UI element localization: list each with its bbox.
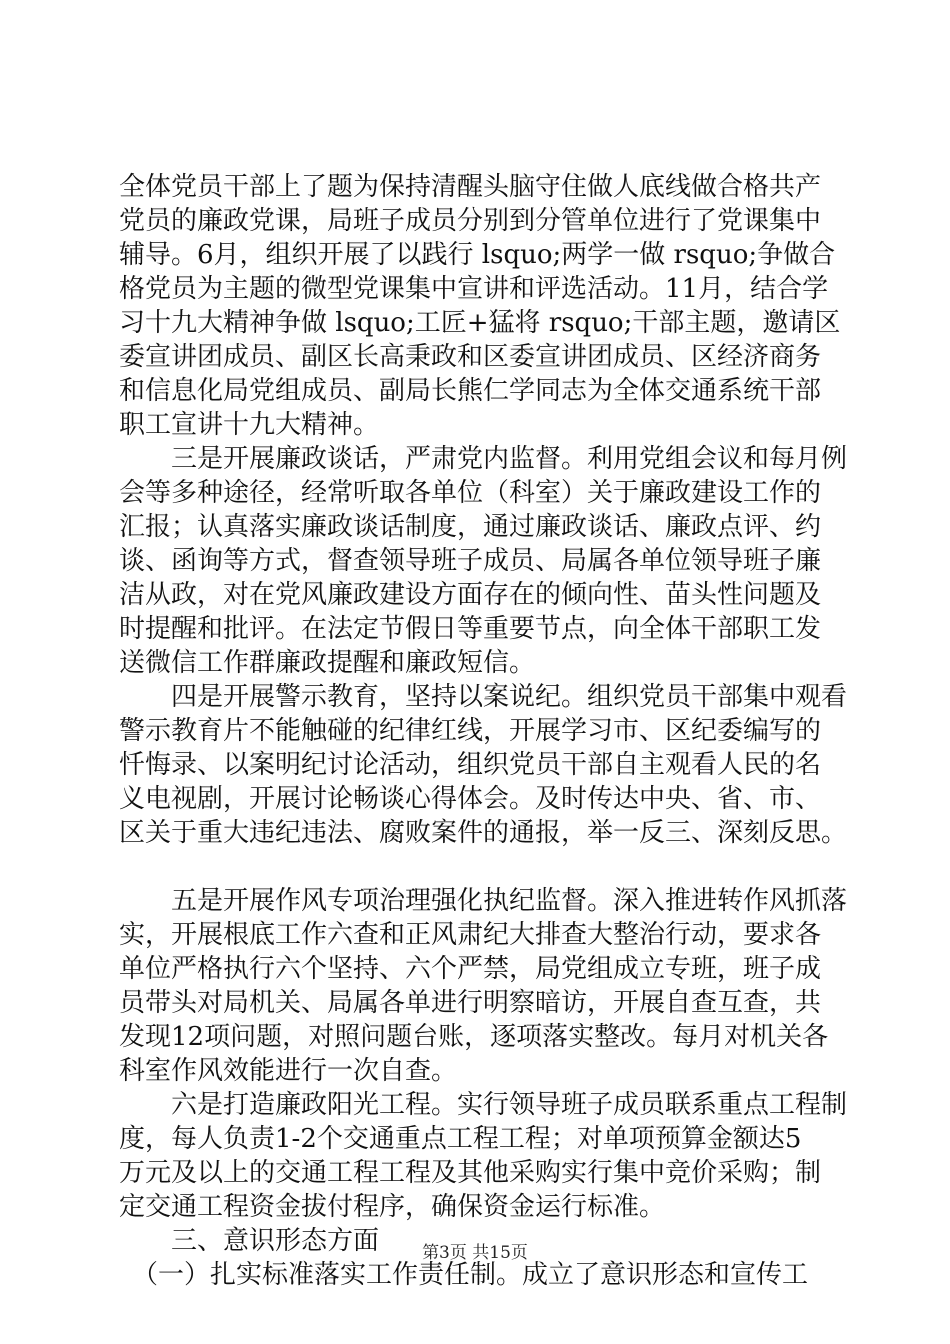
text-line: 辅导。6月，组织开展了以践行 lsquo;两学一做 rsquo;争做合: [119, 240, 836, 270]
text-line: 警示教育片不能触碰的纪律红线，开展学习市、区纪委编写的: [119, 716, 822, 746]
text-line: 党员的廉政党课，局班子成员分别到分管单位进行了党课集中: [119, 206, 822, 236]
text-line: 义电视剧，开展讨论畅谈心得体会。及时传达中央、省、市、: [119, 784, 822, 814]
text-line: 时提醒和批评。在法定节假日等重要节点，向全体干部职工发: [119, 614, 822, 644]
text-line: 全体党员干部上了题为保持清醒头脑守住做人底线做合格共产: [119, 172, 822, 202]
text-line: 度，每人负责1-2个交通重点工程工程；对单项预算金额达5: [119, 1124, 802, 1154]
text-line: 忏悔录、以案明纪讨论活动，组织党员干部自主观看人民的名: [119, 750, 822, 780]
text-line: 五是开展作风专项治理强化执纪监督。深入推进转作风抓落: [119, 886, 848, 916]
text-line: 送微信工作群廉政提醒和廉政短信。: [119, 648, 536, 678]
text-line: （一）扎实标准落实工作责任制。成立了意识形态和宣传工: [119, 1260, 809, 1290]
text-line: 习十九大精神争做 lsquo;工匠+猛将 rsquo;干部主题，邀请区: [119, 308, 841, 338]
text-line: 实，开展根底工作六查和正风肃纪大排查大整治行动，要求各: [119, 920, 822, 950]
text-line: 格党员为主题的微型党课集中宣讲和评选活动。11月，结合学: [119, 274, 829, 304]
text-line: 汇报；认真落实廉政谈话制度，通过廉政谈话、廉政点评、约: [119, 512, 822, 542]
text-line: 六是打造廉政阳光工程。实行领导班子成员联系重点工程制: [119, 1090, 848, 1120]
text-line: 委宣讲团成员、副区长高秉政和区委宣讲团成员、区经济商务: [119, 342, 822, 372]
blank-line: [119, 850, 839, 884]
text-line: 万元及以上的交通工程工程及其他采购实行集中竞价采购；制: [119, 1158, 822, 1188]
text-line: 单位严格执行六个坚持、六个严禁，局党组成立专班，班子成: [119, 954, 822, 984]
text-line: 职工宣讲十九大精神。: [119, 410, 380, 440]
text-line: 员带头对局机关、局属各单进行明察暗访，开展自查互查，共: [119, 988, 822, 1018]
text-line: 区关于重大违纪违法、腐败案件的通报，举一反三、深刻反思。: [119, 818, 848, 848]
text-line: 谈、函询等方式，督查领导班子成员、局属各单位领导班子廉: [119, 546, 822, 576]
text-line: 和信息化局党组成员、副局长熊仁学同志为全体交通系统干部: [119, 376, 822, 406]
text-line: 洁从政，对在党风廉政建设方面存在的倾向性、苗头性问题及: [119, 580, 822, 610]
text-line: 发现12项问题，对照问题台账，逐项落实整改。每月对机关各: [119, 1022, 829, 1052]
page-footer: 第3页 共15页: [422, 1243, 528, 1263]
text-line: 四是开展警示教育，坚持以案说纪。组织党员干部集中观看: [119, 682, 848, 712]
text-line: 会等多种途径，经常听取各单位（科室）关于廉政建设工作的: [119, 478, 822, 508]
body-text: [119, 170, 848, 1292]
text-line: 定交通工程资金拔付程序，确保资金运行标准。: [119, 1192, 666, 1222]
text-line: 科室作风效能进行一次自查。: [119, 1056, 458, 1086]
text-line: 三是开展廉政谈话，严肃党内监督。利用党组会议和每月例: [119, 444, 848, 474]
text-line: 三、意识形态方面: [119, 1226, 380, 1256]
